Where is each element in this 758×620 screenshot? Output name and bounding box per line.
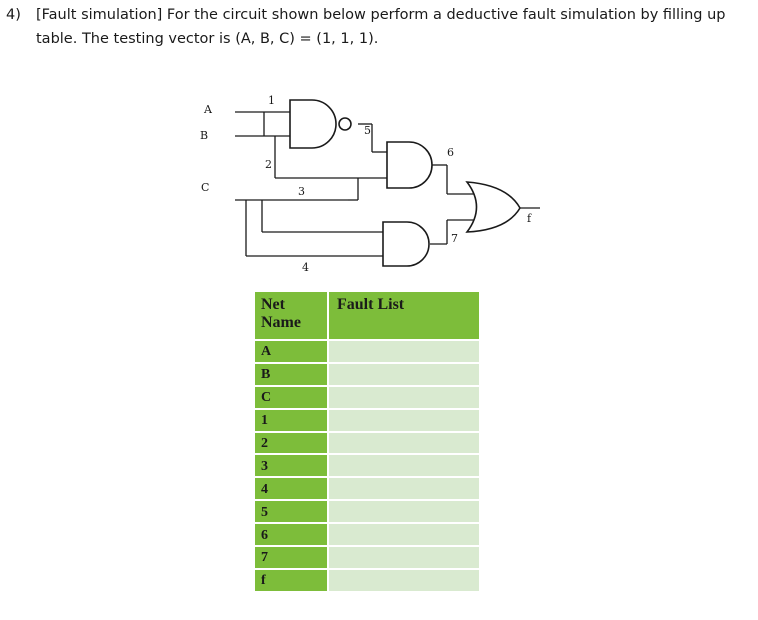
- table-row: [254, 386, 480, 409]
- nand-gate: [290, 100, 336, 148]
- question-number: 4): [6, 7, 21, 23]
- fault-list-cell[interactable]: [328, 386, 480, 409]
- net-name-cell: 3: [254, 454, 328, 477]
- fault-list-cell[interactable]: [328, 432, 480, 455]
- fault-list-cell[interactable]: [328, 477, 480, 500]
- question-line-1: [Fault simulation] For the circuit shown below perform a deductive fault simulation by filling up: [36, 7, 726, 23]
- fault-list-cell[interactable]: [328, 523, 480, 546]
- and-gate-7: [383, 222, 429, 266]
- net-label-5: 5: [364, 124, 371, 137]
- fault-list-cell[interactable]: [328, 340, 480, 363]
- input-label-b: B: [200, 129, 209, 142]
- net-name-cell: 7: [254, 546, 328, 569]
- net-label-4: 4: [302, 261, 309, 274]
- fault-list-cell[interactable]: [328, 454, 480, 477]
- fault-list-cell[interactable]: [328, 363, 480, 386]
- net-name-cell: 6: [254, 523, 328, 546]
- fault-list-cell[interactable]: [328, 569, 480, 592]
- net-label-2: 2: [265, 158, 272, 171]
- input-label-a: A: [204, 103, 212, 116]
- and-gate-6: [387, 142, 432, 188]
- net-name-cell: 4: [254, 477, 328, 500]
- net-name-cell: B: [254, 363, 328, 386]
- net-label-7: 7: [451, 232, 458, 245]
- table-row: [254, 363, 480, 386]
- table-row: [254, 569, 480, 592]
- net-name-cell: 5: [254, 500, 328, 523]
- fault-list-table: [254, 291, 480, 592]
- table-row: [254, 409, 480, 432]
- or-gate: [467, 182, 520, 232]
- net-name-cell: A: [254, 340, 328, 363]
- nand-bubble: [339, 118, 351, 130]
- net-label-6: 6: [447, 146, 454, 159]
- table-row: [254, 340, 480, 363]
- net-name-cell: C: [254, 386, 328, 409]
- net-label-1: 1: [268, 94, 275, 107]
- input-label-c: C: [201, 181, 210, 194]
- fault-list-cell[interactable]: [328, 409, 480, 432]
- circuit-diagram: [0, 0, 758, 290]
- net-label-3: 3: [298, 185, 305, 198]
- question-line-2: table. The testing vector is (A, B, C) = (1, 1, 1).: [36, 31, 379, 47]
- table-row: [254, 432, 480, 455]
- net-name-cell: f: [254, 569, 328, 592]
- header-fault-list: Fault List: [328, 291, 480, 340]
- net-name-cell: 2: [254, 432, 328, 455]
- table-row: [254, 477, 480, 500]
- fault-list-cell[interactable]: [328, 546, 480, 569]
- fault-list-cell[interactable]: [328, 500, 480, 523]
- table-row: [254, 454, 480, 477]
- net-name-cell: 1: [254, 409, 328, 432]
- table-row: [254, 523, 480, 546]
- table-row: [254, 546, 480, 569]
- header-net-name: Net Name: [254, 291, 328, 340]
- output-label-f: f: [527, 212, 532, 225]
- table-row: [254, 500, 480, 523]
